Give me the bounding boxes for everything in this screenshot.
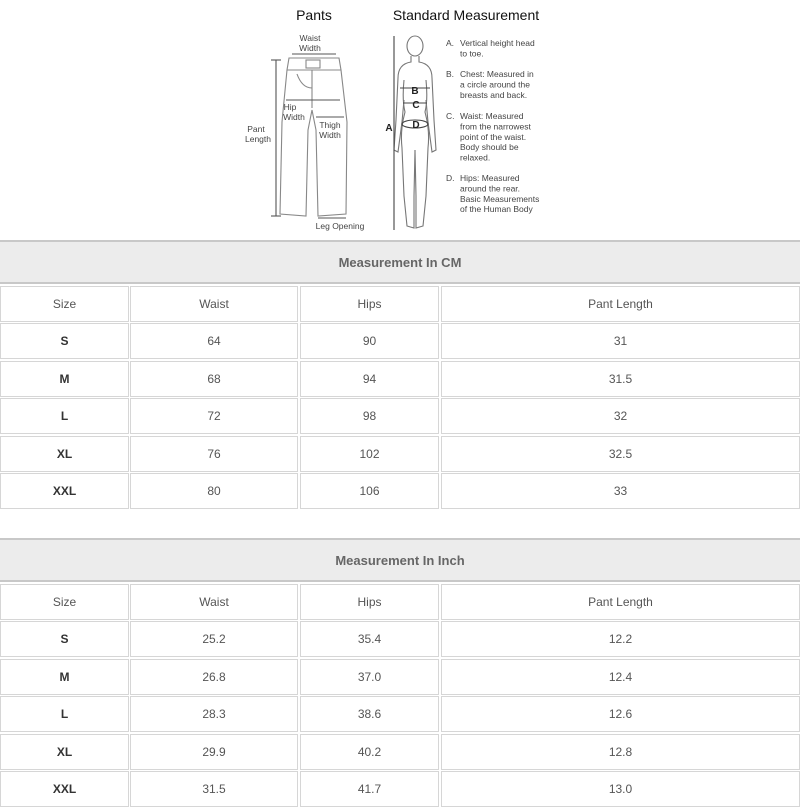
measurement-cell: 94 (300, 361, 439, 397)
table-title: Measurement In Inch (0, 538, 800, 582)
thigh-width-label-1: Thigh (319, 120, 341, 130)
note-line: around the rear. (460, 183, 521, 194)
size-cell: XXL (0, 771, 129, 807)
hip-width-label-2: Width (283, 112, 305, 122)
measurement-cell: 72 (130, 398, 298, 434)
column-header: Pant Length (441, 584, 800, 620)
measurement-notes (446, 38, 539, 214)
measurement-cell: 106 (300, 473, 439, 509)
measurement-cell: 64 (130, 323, 298, 359)
measurement-cell: 12.4 (441, 659, 800, 695)
measurement-cell: 41.7 (300, 771, 439, 807)
measurement-cell: 33 (441, 473, 800, 509)
note-line: a circle around the (460, 79, 530, 90)
standard-title: Standard Measurement (392, 7, 540, 23)
measurement-cell: 37.0 (300, 659, 439, 695)
letter-d: D (412, 120, 420, 131)
note-line: Waist: Measured (460, 111, 524, 121)
note-line: Basic Measurements (460, 193, 540, 204)
leg-opening-label: Leg Opening (315, 221, 365, 231)
note-line: Body should be (460, 142, 519, 153)
measurement-cell: 102 (300, 436, 439, 472)
body-illustration (394, 36, 436, 230)
measurement-cell: 13.0 (441, 771, 800, 807)
measurement-cell: 28.3 (130, 696, 298, 732)
pants-title: Pants (296, 7, 332, 23)
pant-length-label-1: Pant (247, 124, 265, 134)
column-header: Hips (300, 286, 439, 322)
column-header: Size (0, 584, 129, 620)
size-cell: L (0, 696, 129, 732)
measurement-cell: 12.6 (441, 696, 800, 732)
size-cell: XXL (0, 473, 129, 509)
measurement-cell: 40.2 (300, 734, 439, 770)
size-cell: XL (0, 436, 129, 472)
measurement-cell: 29.9 (130, 734, 298, 770)
column-header: Pant Length (441, 286, 800, 322)
size-cell: M (0, 659, 129, 695)
measurement-cell: 31.5 (441, 361, 800, 397)
column-header: Waist (130, 286, 298, 322)
measurement-cell: 76 (130, 436, 298, 472)
note-line: Vertical height head (460, 38, 535, 48)
waist-width-label-1: Waist (299, 33, 321, 43)
pant-length-label-2: Length (245, 134, 271, 144)
measurement-cell: 68 (130, 361, 298, 397)
note-letter: C. (446, 111, 455, 121)
size-cell: S (0, 323, 129, 359)
measurement-cell: 35.4 (300, 621, 439, 657)
measurement-cell: 26.8 (130, 659, 298, 695)
measurement-cell: 80 (130, 473, 298, 509)
note-line: breasts and back. (460, 89, 528, 100)
column-header: Size (0, 286, 129, 322)
letter-b: B (411, 86, 419, 97)
measurement-cell: 31.5 (130, 771, 298, 807)
measurement-diagram (0, 0, 800, 236)
note-line: from the narrowest (460, 121, 531, 132)
note-letter: A. (446, 38, 455, 48)
note-line: point of the waist. (460, 131, 527, 142)
measurement-cell: 12.8 (441, 734, 800, 770)
waist-width-label-2: Width (299, 43, 321, 53)
letter-c: C (412, 100, 420, 111)
column-header: Hips (300, 584, 439, 620)
hip-width-label-1: Hip (283, 102, 297, 112)
table-title: Measurement In CM (0, 240, 800, 284)
measurement-cell: 12.2 (441, 621, 800, 657)
size-cell: XL (0, 734, 129, 770)
note-letter: D. (446, 173, 455, 183)
measurement-cell: 90 (300, 323, 439, 359)
note-line: of the Human Body (460, 204, 533, 215)
column-header: Waist (130, 584, 298, 620)
note-letter: B. (446, 69, 455, 79)
letter-a: A (385, 123, 393, 134)
size-cell: L (0, 398, 129, 434)
measurement-cell: 32.5 (441, 436, 800, 472)
measurement-cell: 25.2 (130, 621, 298, 657)
note-line: Chest: Measured in (460, 69, 534, 79)
note-line: relaxed. (460, 152, 491, 163)
note-line: to toe. (460, 48, 484, 59)
note-line: Hips: Measured (460, 173, 520, 183)
size-cell: S (0, 621, 129, 657)
measurement-cell: 98 (300, 398, 439, 434)
thigh-width-label-2: Width (319, 130, 341, 140)
measurement-cell: 31 (441, 323, 800, 359)
measurement-cell: 38.6 (300, 696, 439, 732)
measurement-cell: 32 (441, 398, 800, 434)
size-cell: M (0, 361, 129, 397)
